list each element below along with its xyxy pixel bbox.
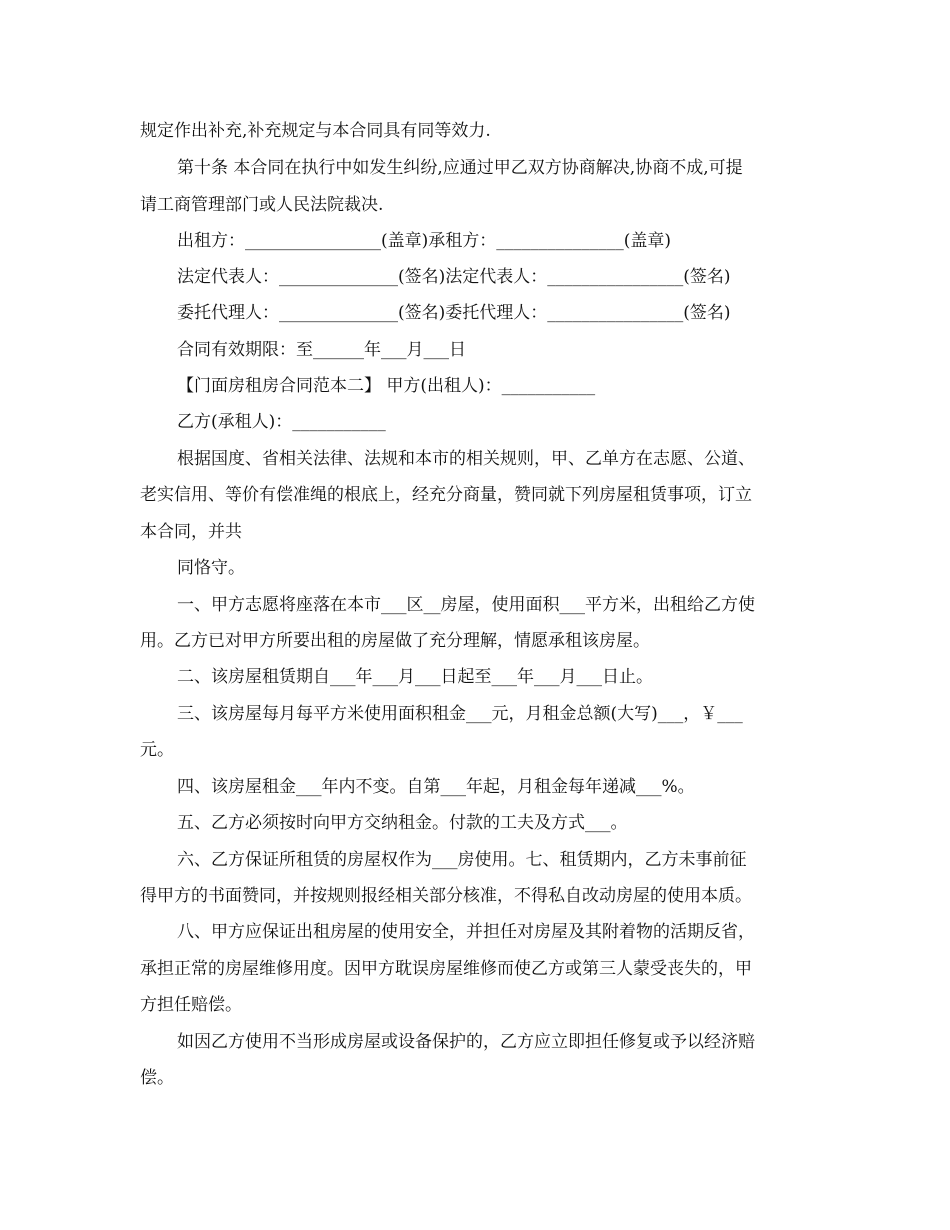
text-line: 根据国度、省相关法律、法规和本市的相关规则，甲、乙单方在志愿、公道、: [177, 449, 755, 469]
text-line: 四、该房屋租金___年内不变。自第___年起，月租金每年递减___%。: [177, 777, 695, 797]
text-line: 六、乙方保证所租赁的房屋权作为___房使用。七、租赁期内，乙方未事前征: [177, 850, 747, 870]
text-line: 一、甲方志愿将座落在本市___区__房屋，使用面积___平方米，出租给乙方使: [177, 595, 755, 615]
text-line: 同恪守。: [177, 558, 245, 578]
text-line: 【门面房租房合同范本二】 甲方(出租人)：___________: [177, 376, 596, 396]
text-line: 请工商管理部门或人民法院裁决.: [140, 195, 384, 215]
text-line: 元。: [140, 740, 174, 760]
text-line: 第十条 本合同在执行中如发生纠纷,应通过甲乙双方协商解决,协商不成,可提: [177, 158, 743, 178]
text-line: 乙方(承租人)：___________: [177, 412, 386, 432]
text-line: 二、该房屋租赁期自___年___月___日起至___年___月___日止。: [177, 667, 653, 687]
text-line: 如因乙方使用不当形成房屋或设备保护的，乙方应立即担任修复或予以经济赔: [177, 1032, 755, 1052]
text-line: 八、甲方应保证出租房屋的使用安全，并担任对房屋及其附着物的活期反省，: [177, 922, 755, 942]
text-line: 承担正常的房屋维修用度。因甲方耽误房屋维修而使乙方或第三人蒙受丧失的，甲: [140, 959, 752, 979]
text-line: 规定作出补充,补充规定与本合同具有同等效力.: [140, 121, 491, 141]
text-line: 偿。: [140, 1068, 174, 1088]
text-line: 法定代表人：______________(签名)法定代表人：________________(签名): [177, 267, 731, 287]
text-line: 合同有效期限：至______年___月___日: [177, 340, 466, 360]
text-line: 委托代理人：______________(签名)委托代理人：________________(签名): [177, 303, 731, 323]
text-line: 方担任赔偿。: [140, 995, 242, 1015]
text-line: 五、乙方必须按时向甲方交纳租金。付款的工夫及方式___。: [177, 813, 628, 833]
text-line: 出租方：________________(盖章)承租方：_______________(盖章): [177, 231, 672, 251]
text-line: 得甲方的书面赞同，并按规则报经相关部分核准，不得私自改动房屋的使用本质。: [140, 886, 752, 906]
text-line: 用。乙方已对甲方所要出租的房屋做了充分理解，情愿承租该房屋。: [140, 631, 650, 651]
text-line: 本合同，并共: [140, 522, 242, 542]
text-line: 老实信用、等价有偿准绳的根底上，经充分商量，赞同就下列房屋租赁事项，订立: [140, 485, 752, 505]
text-line: 三、该房屋每月每平方米使用面积租金___元，月租金总额(大写)___，￥___: [177, 704, 743, 724]
